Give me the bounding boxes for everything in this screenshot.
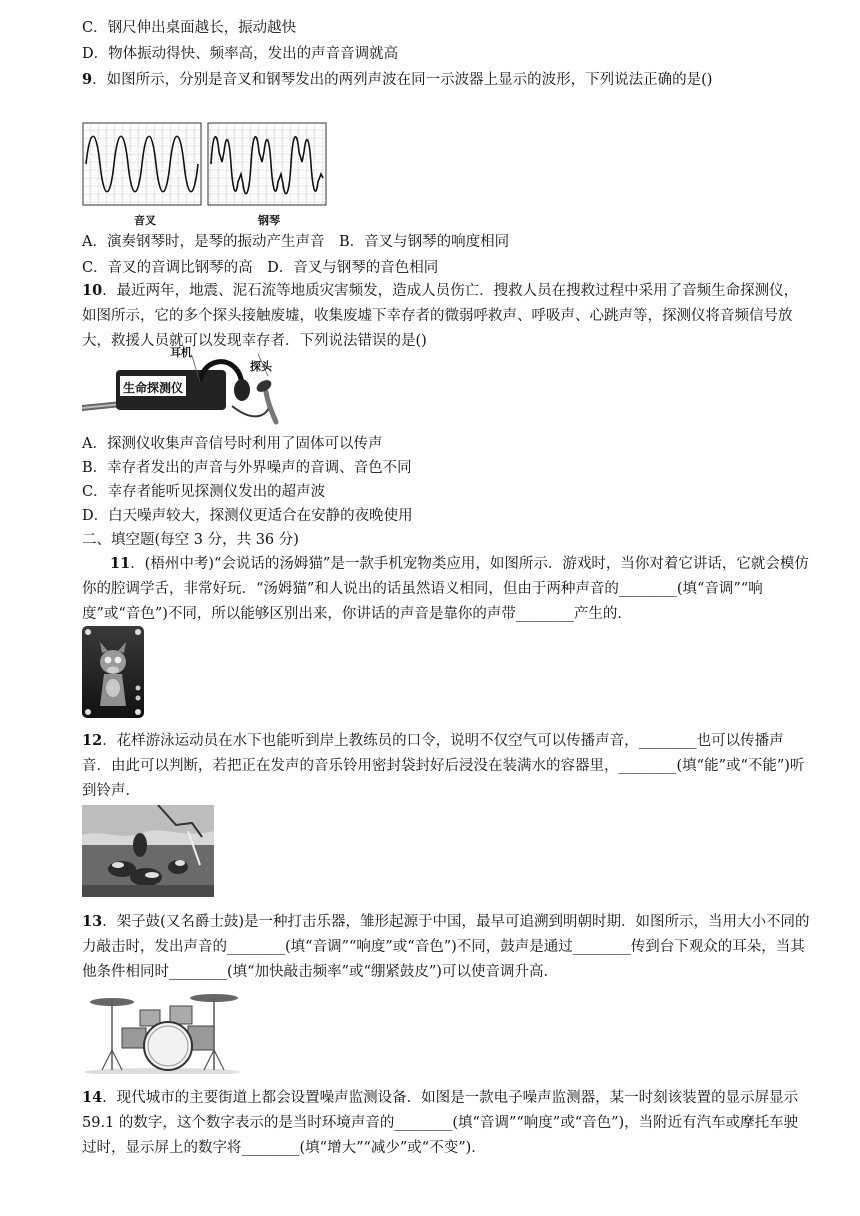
q10-stem: [82, 278, 812, 354]
piano-panel: [208, 123, 326, 205]
q11-text: [82, 551, 812, 627]
section-fill-in-title: 二、填空题(每空 3 分，共 36 分): [82, 532, 299, 548]
q10-stem-text: ．最近两年，地震、泥石流等地质灾害频发，造成人员伤亡．搜救人员在搜救过程中采用了音频生命探测仪，如图所示，它的多个探头接触废墟，收集废墟下幸存者的微弱呼救声、呼吸声、心跳声等，探测仪将音频信号放大，救援人员就可以发现幸存者．下列说法错误的是(): [82, 283, 799, 349]
q12-figure-synchronized-swimming: [82, 805, 214, 897]
q9-stem-text: ．如图所示，分别是音叉和钢琴发出的两列声波在同一示波器上显示的波形，下列说法正确的是(): [92, 72, 713, 88]
underwater-swimmers-image: [82, 805, 214, 897]
q10-figure: [82, 346, 314, 434]
label-device: 生命探测仪: [123, 381, 184, 395]
q8-option-c: C．钢尺伸出桌面越长，振动越快: [82, 20, 297, 36]
q14-text: [82, 1085, 812, 1161]
q8-option-d: D．物体振动得快、频率高，发出的声音音调就高: [82, 46, 399, 62]
q9-stem: [82, 70, 712, 90]
label-probe: 探头: [250, 360, 272, 373]
q10-option-d: D．白天噪声较大，探测仪更适合在安静的夜晚使用: [82, 508, 413, 524]
q10-number: 10: [82, 282, 103, 299]
drum-kit-image: [82, 988, 242, 1074]
caption-piano: 钢琴: [258, 214, 280, 227]
q9-number: 9: [82, 71, 93, 88]
q9-options-ab: A．演奏钢琴时，是琴的振动产生声音 B．音叉与钢琴的响度相同: [82, 234, 510, 250]
label-earphone: 耳机: [170, 346, 192, 359]
q9-options-cd: C．音叉的音调比钢琴的高 D．音叉与钢琴的音色相同: [82, 260, 439, 276]
life-detector-illustration: [82, 346, 314, 430]
q13-figure-drum-kit: [82, 988, 242, 1078]
q11-figure-talking-tom-phone: [82, 626, 144, 718]
q13-body: ．架子鼓(又名爵士鼓)是一种打击乐器，雏形起源于中国，最早可追溯到明朝时期．如图所示，当用大小不同的力敲击时，发出声音的________(填“音调”“响度”或“音色”)不同，鼓声是通过________传到台下观众的耳朵，当其他条件相同时________(填“加快敲击频率”或“绷紧鼓皮”)可以使音调升高．: [82, 914, 810, 980]
q11-body: ．(梧州中考)“会说话的汤姆猫”是一款手机宠物类应用，如图所示．游戏时，当你对着它讲话，它就会模仿你的腔调学舌，非常好玩．“汤姆猫”和人说出的话虽然语义相同，但由于两种声音的________(填“音调”“响度”或“音色”)不同，所以能够区别出来，你讲话的声音是靠你的声带________产生的．: [82, 556, 809, 622]
oscilloscope-waveforms: [82, 122, 330, 228]
q10-option-b: B．幸存者发出的声音与外界噪声的音调、音色不同: [82, 460, 412, 476]
caption-tuning-fork: 音叉: [134, 214, 156, 227]
q10-option-a: A．探测仪收集声音信号时利用了固体可以传声: [82, 436, 383, 452]
q12-text: [82, 728, 812, 804]
talking-cat-image: [82, 626, 144, 718]
q9-figure: [82, 122, 330, 232]
q13-text: [82, 909, 812, 985]
q12-number: 12: [82, 732, 103, 749]
q10-option-c: C．幸存者能听见探测仪发出的超声波: [82, 484, 326, 500]
q13-number: 13: [82, 913, 103, 930]
q11-number: 11: [110, 555, 131, 572]
q12-body: ．花样游泳运动员在水下也能听到岸上教练员的口令，说明不仅空气可以传播声音，________也可以传播声音．由此可以判断，若把正在发声的音乐铃用密封袋封好后浸没在装满水的容器里，________(填“能”或“不能”)听到铃声．: [82, 733, 805, 799]
q14-body: ．现代城市的主要街道上都会设置噪声监测设备．如图是一款电子噪声监测器，某一时刻该装置的显示屏显示 59.1 的数字，这个数字表示的是当时环境声音的________(填“音调”“响度”或“音色”)，当附近有汽车或摩托车驶过时，显示屏上的数字将________(填“增大”“减少”或“不变”)．: [82, 1090, 799, 1156]
q14-number: 14: [82, 1089, 103, 1106]
